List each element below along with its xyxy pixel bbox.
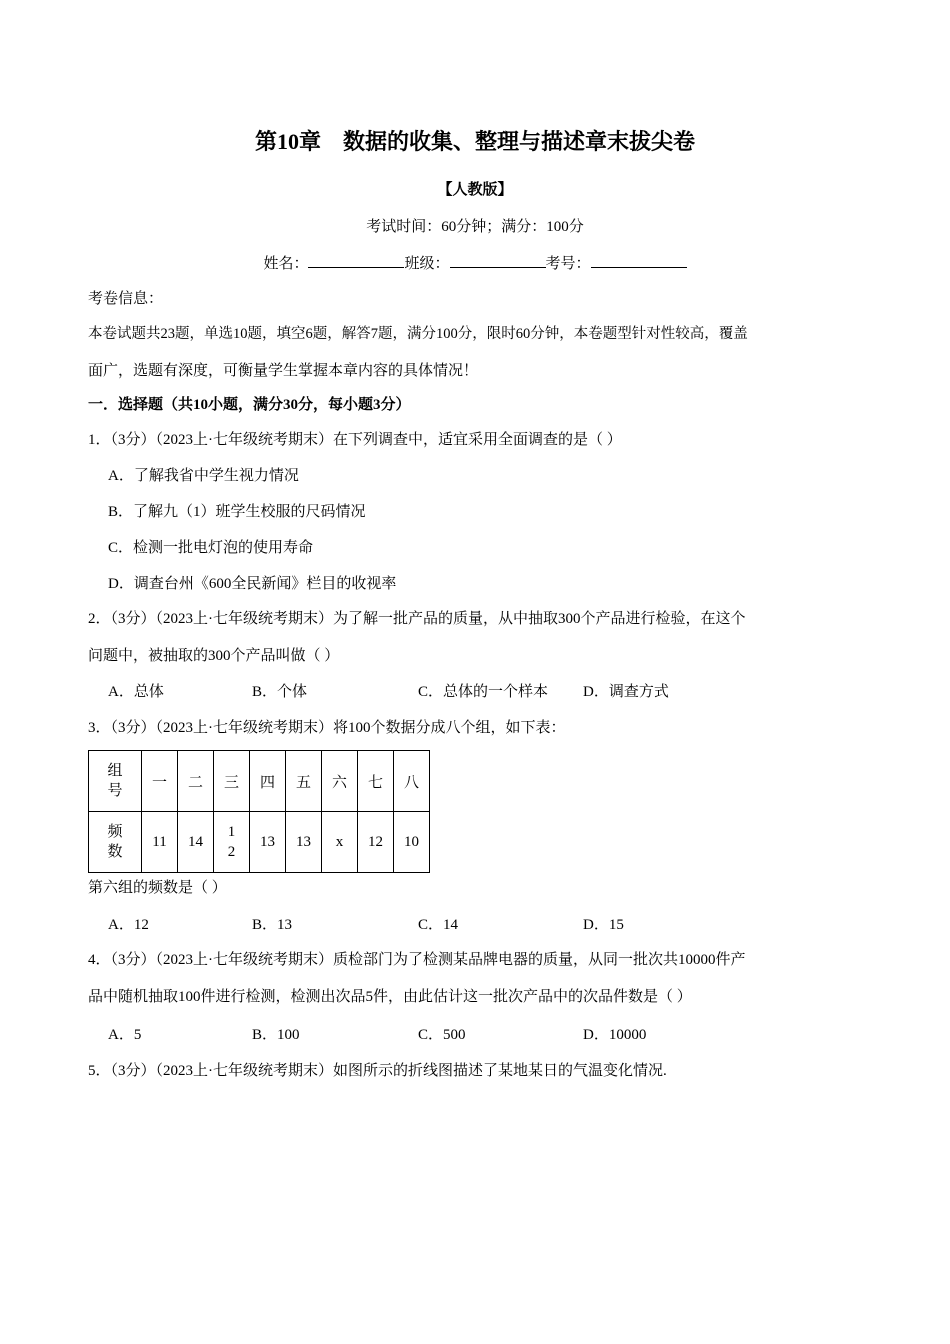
student-info <box>0 253 950 274</box>
page-title: 第10章 数据的收集、整理与描述章末拔尖卷 <box>254 129 695 154</box>
table-cell: 10 <box>394 812 430 873</box>
table-cell: 12 <box>358 812 394 873</box>
option: A．5 <box>108 1027 142 1043</box>
question-stem: 1．（3分）（2023上·七年级统考期末）在下列调查中，适宜采用全面调查的是（ ） <box>88 432 622 448</box>
intro-heading: 考卷信息： <box>88 291 164 307</box>
question-stem: 5．（3分）（2023上·七年级统考期末）如图所示的折线图描述了某地某日的气温变化情况. <box>88 1063 667 1079</box>
table-cell: 13 <box>250 812 286 873</box>
table-row <box>89 812 430 873</box>
name-label: 姓名： <box>263 256 309 272</box>
class-label: 班级： <box>404 256 450 272</box>
option: B．100 <box>252 1027 300 1043</box>
table-cell: 一 <box>142 751 178 812</box>
option: B．个体 <box>252 684 308 700</box>
intro-line: 面广，选题有深度，可衡量学生掌握本章内容的具体情况！ <box>88 363 479 379</box>
intro-line: 本卷试题共23题，单选10题，填空6题，解答7题，满分100分，限时60分钟，本卷题型针对性较高，覆盖 <box>88 326 748 342</box>
option: D．调查方式 <box>583 684 669 700</box>
table-cell: 五 <box>286 751 322 812</box>
option: C．14 <box>418 917 459 933</box>
question-stem: 品中随机抽取100件进行检测，检测出次品5件，由此估计这一批次产品中的次品件数是（ ） <box>88 989 692 1005</box>
option: C．总体的一个样本 <box>418 684 549 700</box>
frequency-table <box>88 750 430 873</box>
option: B．13 <box>252 917 293 933</box>
question-stem: 第六组的频数是（ ） <box>88 880 227 896</box>
option: D．10000 <box>583 1027 647 1043</box>
class-blank[interactable] <box>450 253 546 268</box>
question-stem: 4．（3分）（2023上·七年级统考期末）质检部门为了检测某品牌电器的质量，从同一批次共10000件产 <box>88 952 746 968</box>
option: A．总体 <box>108 684 164 700</box>
question-stem: 3．（3分）（2023上·七年级统考期末）将100个数据分成八个组，如下表： <box>88 720 566 736</box>
table-cell: 六 <box>322 751 358 812</box>
edition: 【人教版】 <box>437 182 513 198</box>
table-cell: 13 <box>286 812 322 873</box>
question-stem: 2．（3分）（2023上·七年级统考期末）为了解一批产品的质量，从中抽取300个产品进行检验，在这个 <box>88 611 746 627</box>
section-heading: 一．选择题（共10小题，满分30分，每小题3分） <box>88 397 411 413</box>
table-cell: 二 <box>178 751 214 812</box>
number-label: 考号： <box>545 256 591 272</box>
option: C．500 <box>418 1027 466 1043</box>
option: A．12 <box>108 917 149 933</box>
number-blank[interactable] <box>591 253 687 268</box>
name-blank[interactable] <box>308 253 404 268</box>
table-cell: 七 <box>358 751 394 812</box>
table-cell: 14 <box>178 812 214 873</box>
question-stem: 问题中，被抽取的300个产品叫做（ ） <box>88 648 340 664</box>
table-cell: 三 <box>214 751 250 812</box>
option: C．检测一批电灯泡的使用寿命 <box>108 540 314 556</box>
option: D．调查台州《600全民新闻》栏目的收视率 <box>108 576 397 592</box>
option: A．了解我省中学生视力情况 <box>108 468 299 484</box>
table-cell: 1 2 <box>214 812 250 873</box>
table-cell: 八 <box>394 751 430 812</box>
table-row <box>89 751 430 812</box>
table-header: 组 号 <box>89 751 142 812</box>
table-cell: x <box>322 812 358 873</box>
table-cell: 11 <box>142 812 178 873</box>
option: B．了解九（1）班学生校服的尺码情况 <box>108 504 366 520</box>
table-cell: 四 <box>250 751 286 812</box>
exam-info: 考试时间：60分钟；满分：100分 <box>366 219 584 235</box>
table-header: 频 数 <box>89 812 142 873</box>
option: D．15 <box>583 917 624 933</box>
